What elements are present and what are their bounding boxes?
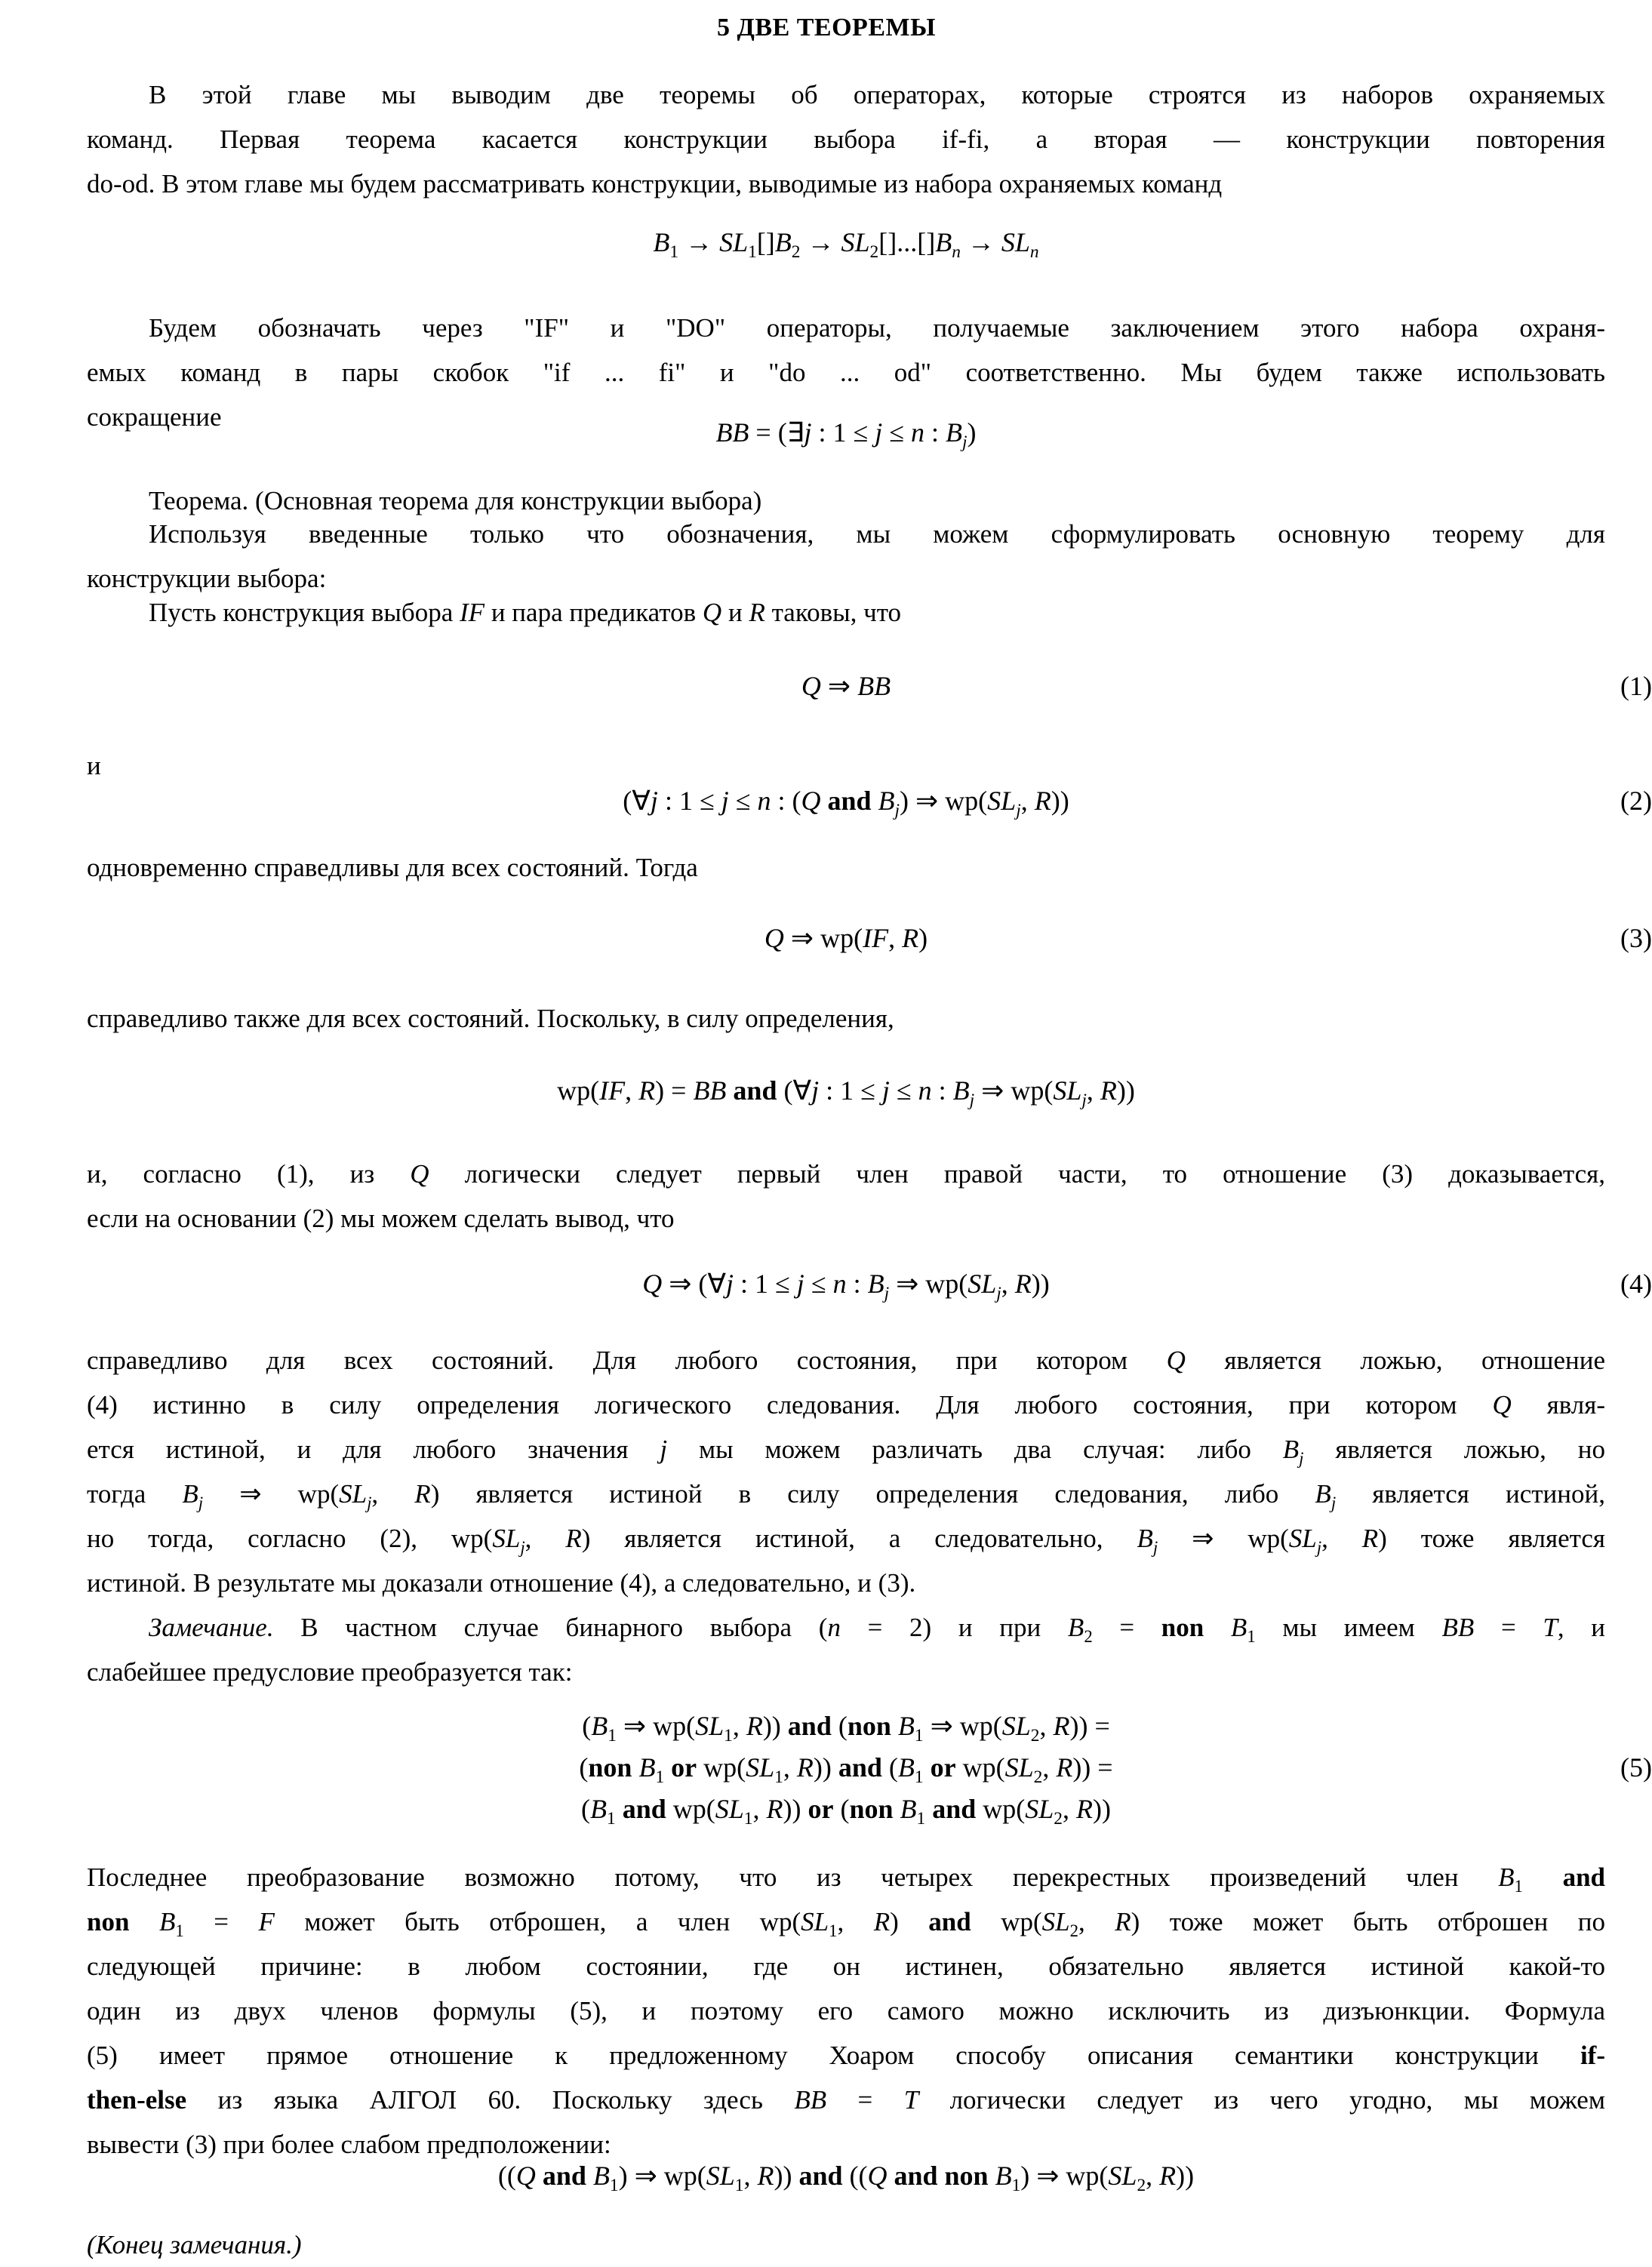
text-line: одновременно справедливы для всех состояний. Тогда [87, 853, 698, 882]
text-line: then-else из языка АЛГОЛ 60. Поскольку здесь BB = T логически следует из чего угодно, мы можем [87, 2085, 1605, 2115]
paragraph-last-transformation [87, 1855, 1605, 2167]
text-line: Используя введенные только что обозначения, мы можем сформулировать основную теорему для [149, 519, 1605, 549]
paragraph-according [87, 1152, 1605, 1241]
formula-eq1 [87, 670, 1652, 702]
formula-body: Q ⇒ BB [801, 671, 891, 701]
chapter-title: 5 ДВЕ ТЕОРЕМЫ [717, 14, 936, 42]
text-line: конструкции выбора: [87, 564, 327, 593]
text-line: non $B_1 = F$ может быть отброшен, а член $wp(SL_1$, R) and $wp(SL_2$, R) тоже может быть отброшен по [87, 1907, 1605, 1940]
formula-line: (non $B_1$ or $wp(SL_1$, R)) and ($B_1$ or $wp(SL_2$, R)) = [579, 1752, 1113, 1788]
text-line [87, 1605, 1605, 1650]
text-line: Будем обозначать через "IF" и "DO" операторы, получаемые заключением этого набора охраня- [149, 313, 1605, 343]
text-line: В этой главе мы выводим две теоремы об операторах, которые строятся из наборов охраняемых [149, 80, 1605, 109]
formula-bb-definition: BB = (∃j : 1 ≤ j ≤ n : $B_j$) [715, 417, 977, 453]
text-line: емых команд в пары скобок "if ... fi" и "do ... od" соответственно. Мы будем также использовать [87, 358, 1605, 387]
formula-weaker-assumption: ((Q and $B_1$) ⇒ $wp(SL_1$, R)) and ((Q and non $B_1$) ⇒ $wp(SL_2$, R)) [497, 2161, 1195, 2196]
equation-number: (5) [1620, 1752, 1652, 1783]
paragraph-proof [87, 1338, 1605, 1605]
equation-number: (4) [1620, 1269, 1652, 1299]
equation-number: (2) [1620, 786, 1652, 816]
text-line: если на основании (2) мы можем сделать вывод, что [87, 1204, 675, 1233]
equation-number: (1) [1620, 671, 1652, 701]
text-line: один из двух членов формулы (5), и поэтому его самого можно исключить из дизъюнкции. Формула [87, 1996, 1605, 2026]
text-line: и, согласно (1), из Q логически следует первый член правой части, то отношение (3) доказывается, [87, 1159, 1605, 1189]
formula-wp-if-definition: wp(IF, R) = BB and (∀j : 1 ≤ j ≤ n : $B_j$ ⇒ $wp(SL_j$, R)) [557, 1075, 1135, 1111]
text-line: Последнее преобразование возможно потому, что из четырех перекрестных произведений член $B_1$ and [87, 1863, 1606, 1896]
paragraph-by-definition [87, 996, 1605, 1041]
formula-body: (∀j : 1 ≤ j ≤ n : (Q and $B_j$) ⇒ $wp(SL_j$, R)) [623, 786, 1069, 821]
formula-body: Q ⇒ (∀j : 1 ≤ j ≤ n : $B_j$ ⇒ $wp(SL_j$, R)) [642, 1269, 1050, 1304]
text-line: ется истиной, и для любого значения j мы можем различать два случая: либо $B_j$ является ложью, но [87, 1435, 1605, 1468]
formula-body: Q ⇒ wp(IF, R) [764, 923, 928, 953]
text-line: справедливо также для всех состояний. Поскольку, в силу определения, [87, 1004, 894, 1033]
text-line: слабейшее предусловие преобразуется так: [87, 1657, 573, 1687]
text-line: но тогда, согласно (2), $wp(SL_j$, R) является истиной, а следовательно, $B_j$ ⇒ $wp(SL_j$, R) тоже является [87, 1524, 1606, 1557]
text-line: (4) истинно в силу определения логического следования. Для любого состояния, при котором Q явля- [87, 1390, 1605, 1420]
text-line: тогда $B_j$ ⇒ $wp(SL_j$, R) является истиной в силу определения следования, либо $B_j$ является истиной, [87, 1479, 1605, 1512]
paragraph-simultaneously [87, 845, 1605, 890]
text-line: вывести (3) при более слабом предположении: [87, 2130, 611, 2159]
text-line: Теорема. (Основная теорема для конструкции выбора) [149, 486, 762, 515]
formula-eq3 [87, 922, 1652, 954]
formula-eq5 [87, 1706, 1652, 1830]
formula-line: ($B_1$ and $wp(SL_1$, R)) or (non $B_1$ and $wp(SL_2$, R)) [581, 1794, 1111, 1829]
text-line: сокращение [87, 402, 222, 432]
text-line: команд. Первая теорема касается конструкции выбора if-fi, а вторая — конструкции повторения [87, 125, 1605, 154]
text-line: следующей причине: в любом состоянии, где он истинен, обязательно является истиной какой-то [87, 1952, 1605, 1981]
paragraph-end-remark [87, 2222, 1605, 2267]
formula-eq4 [87, 1268, 1652, 1304]
text-line: do-od. В этом главе мы будем рассматривать конструкции, выводимые из набора охраняемых команд [87, 169, 1223, 198]
equation-number: (3) [1620, 923, 1652, 953]
remark-text: В частном случае бинарного выбора (n = 2) и при $B_2$ = non $B_1$ мы имеем BB = T, и [273, 1613, 1606, 1646]
formula-line: ($B_1$ ⇒ $wp(SL_1$, R)) and (non $B_1$ ⇒ $wp(SL_2$, R)) = [582, 1711, 1110, 1746]
text-line: справедливо для всех состояний. Для любого состояния, при котором Q является ложью, отношение [87, 1346, 1605, 1375]
formula-guarded-command-set: $B_1 \to SL_1[]B_2 \to SL_2[]...[]B_n \to SL_n$ [653, 227, 1039, 263]
text-line: и [87, 751, 101, 780]
text-line: (Конец замечания.) [87, 2230, 302, 2259]
paragraph-intro [87, 72, 1605, 206]
remark-label: Замечание. [149, 1613, 274, 1642]
formula-eq2 [87, 785, 1652, 821]
text-line: истиной. В результате мы доказали отношение (4), а следовательно, и (3). [87, 1568, 916, 1598]
paragraph-and [87, 743, 1605, 788]
paragraph-theorem-intro [87, 512, 1605, 601]
text-line: (5) имеет прямое отношение к предложенному Хоаром способу описания семантики конструкции if- [87, 2041, 1605, 2070]
paragraph-remark [87, 1605, 1605, 1694]
paragraph-theorem-premise [87, 590, 1605, 635]
text-line: Пусть конструкция выбора IF и пара предикатов Q и R таковы, что [149, 598, 902, 627]
